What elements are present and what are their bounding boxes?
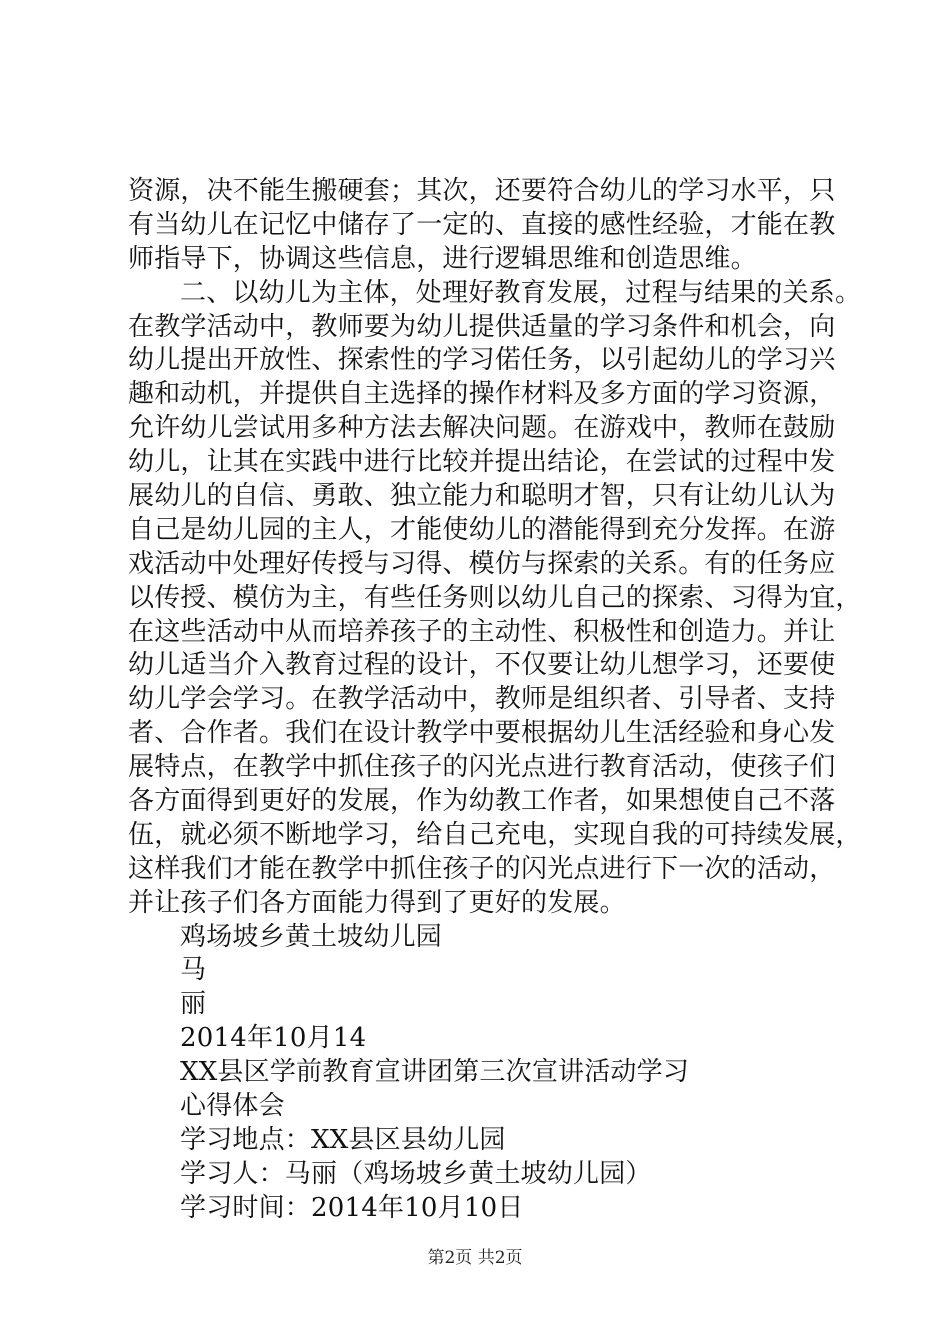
- text-line: 学习时间：2014年10月10日: [180, 1192, 524, 1223]
- text-line: 丽: [180, 989, 207, 1020]
- text-line: 2014年10月14: [180, 1023, 367, 1054]
- text-line: 二、以幼儿为主体，处理好教育发展，过程与结果的关系。: [180, 277, 862, 308]
- text-line: 各方面得到更好的发展，作为幼教工作者，如果想使自己不落: [128, 786, 836, 817]
- text-line: 戏活动中处理好传授与习得、模仿与探索的关系。有的任务应: [128, 548, 836, 579]
- text-line: 伍，就必须不断地学习，给自己充电，实现自我的可持续发展，: [128, 819, 862, 850]
- text-line: 鸡场坡乡黄土坡幼儿园: [180, 921, 443, 952]
- text-line: 在教学活动中，教师要为幼儿提供适量的学习条件和机会，向: [128, 311, 836, 342]
- text-line: 师指导下，协调这些信息，进行逻辑思维和创造思维。: [128, 243, 757, 274]
- text-line: 幼儿适当介入教育过程的设计，不仅要让幼儿想学习，还要使: [128, 650, 836, 681]
- text-line: 展特点，在教学中抓住孩子的闪光点进行教育活动，使孩子们: [128, 752, 836, 783]
- text-line: 自己是幼儿园的主人，才能使幼儿的潜能得到充分发挥。在游: [128, 514, 836, 545]
- text-line: 以传授、模仿为主，有些任务则以幼儿自己的探索、习得为宜，: [128, 582, 862, 613]
- text-line: 马: [180, 955, 207, 986]
- page-footer: 第2页 共2页: [427, 1248, 523, 1268]
- text-line: 者、合作者。我们在设计教学中要根据幼儿生活经验和身心发: [128, 718, 836, 749]
- text-line: 心得体会: [180, 1091, 285, 1122]
- text-line: 并让孩子们各方面能力得到了更好的发展。: [128, 887, 626, 918]
- text-line: 有当幼儿在记忆中储存了一定的、直接的感性经验，才能在教: [128, 209, 836, 240]
- text-line: 资源，决不能生搬硬套；其次，还要符合幼儿的学习水平，只: [128, 176, 836, 206]
- text-line: 幼儿学会学习。在教学活动中，教师是组织者、引导者、支持: [128, 684, 836, 715]
- text-line: XX县区学前教育宣讲团第三次宣讲活动学习: [180, 1057, 690, 1088]
- text-line: 幼儿提出开放性、探索性的学习偌任务，以引起幼儿的学习兴: [128, 345, 836, 376]
- text-line: 允许幼儿尝试用多种方法去解决问题。在游戏中，教师在鼓励: [128, 413, 836, 444]
- document-body: [128, 175, 862, 1226]
- text-line: 学习人：马丽（鸡场坡乡黄土坡幼儿园）: [180, 1158, 652, 1189]
- text-line: 这样我们才能在教学中抓住孩子的闪光点进行下一次的活动，: [128, 853, 836, 884]
- text-line: 趣和动机，并提供自主选择的操作材料及多方面的学习资源，: [128, 379, 836, 410]
- text-line: 学习地点：XX县区县幼儿园: [180, 1124, 506, 1155]
- text-line: 展幼儿的自信、勇敢、独立能力和聪明才智，只有让幼儿认为: [128, 481, 836, 512]
- text-line: 在这些活动中从而培养孩子的主动性、积极性和创造力。并让: [128, 616, 836, 647]
- text-line: 幼儿，让其在实践中进行比较并提出结论，在尝试的过程中发: [128, 447, 836, 478]
